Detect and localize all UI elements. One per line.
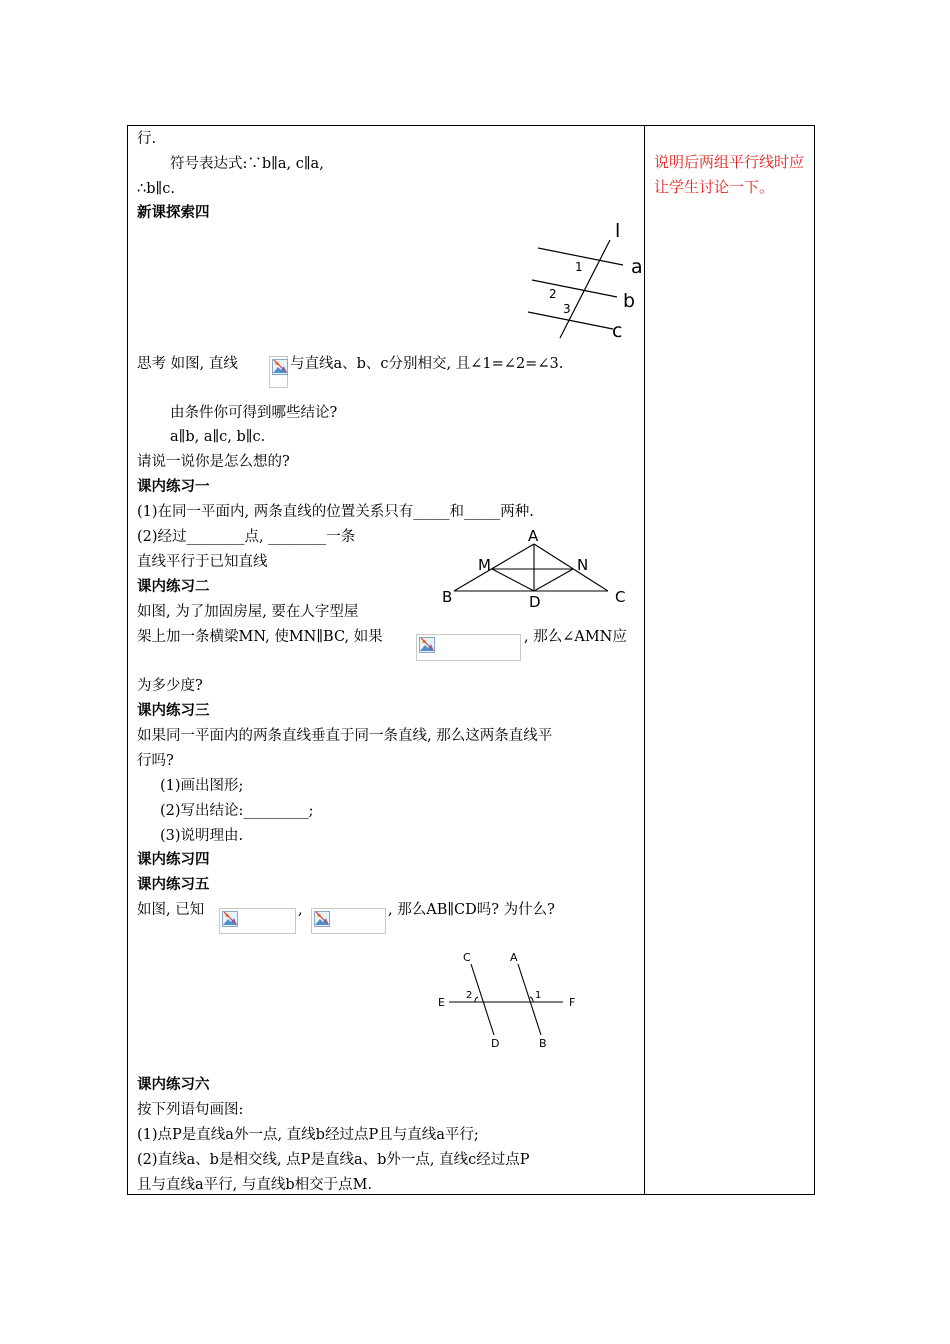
text-line: 行. bbox=[137, 131, 157, 147]
angle-2-label: 2 bbox=[549, 287, 557, 301]
exercise-text: (3)说明理由. bbox=[160, 828, 244, 844]
broken-image-icon bbox=[222, 911, 238, 927]
label-D: D bbox=[491, 1037, 500, 1050]
heading-explore-4: 新课探索四 bbox=[137, 205, 210, 221]
exercise-text: 且与直线a平行, 与直线b相交于点M. bbox=[137, 1177, 373, 1193]
angle-1-label: 1 bbox=[575, 260, 583, 274]
exercise-text: 为多少度? bbox=[137, 678, 203, 694]
exercise-text: 如图, 为了加固房屋, 要在人字型屋 bbox=[137, 604, 359, 620]
label-A: A bbox=[510, 951, 518, 964]
label-D: D bbox=[529, 593, 541, 610]
teacher-note: 说明后两组平行线时应让学生讨论一下。 bbox=[654, 153, 805, 196]
exercise-text: , 那么AB∥CD吗? 为什么? bbox=[388, 902, 555, 918]
line-ND bbox=[534, 569, 573, 591]
line-MD bbox=[492, 569, 534, 591]
line-AC bbox=[534, 544, 608, 591]
label-B: B bbox=[539, 1037, 547, 1050]
label-A: A bbox=[528, 527, 539, 545]
symbol-expression: 符号表达式:∵b∥a, c∥a, bbox=[170, 156, 324, 172]
exercise-text: (1)在同一平面内, 两条直线的位置关系只有_____和_____两种. bbox=[137, 504, 534, 520]
answer-line: a∥b, a∥c, b∥c. bbox=[170, 429, 266, 445]
think-text-b: 与直线a、b、c分别相交, 且∠1=∠2=∠3. bbox=[290, 356, 564, 372]
line-CD bbox=[471, 964, 494, 1035]
angle-2-label: 2 bbox=[466, 990, 473, 1001]
exercise-text: 如果同一平面内的两条直线垂直于同一条直线, 那么这两条直线平 bbox=[137, 728, 553, 744]
heading-exercise-4: 课内练习四 bbox=[137, 852, 210, 868]
broken-image-icon bbox=[419, 637, 435, 653]
label-E: E bbox=[438, 996, 445, 1009]
exercise-text: , bbox=[298, 902, 303, 918]
exercise-text: (1)点P是直线a外一点, 直线b经过点P且与直线a平行; bbox=[137, 1127, 479, 1143]
inline-image-placeholder bbox=[269, 356, 288, 388]
label-a: a bbox=[631, 256, 643, 278]
think-text-a: 思考 如图, 直线 bbox=[137, 356, 238, 372]
angle-2-arc bbox=[475, 997, 478, 1002]
heading-exercise-6: 课内练习六 bbox=[137, 1077, 210, 1093]
exercise-text: 按下列语句画图: bbox=[137, 1102, 244, 1118]
heading-exercise-5: 课内练习五 bbox=[137, 877, 210, 893]
exercise-text: 如图, 已知 bbox=[137, 902, 205, 918]
inline-image-placeholder bbox=[219, 908, 296, 934]
line-BA bbox=[454, 544, 534, 591]
label-b: b bbox=[623, 290, 636, 312]
label-B: B bbox=[442, 588, 453, 606]
angle-3-label: 3 bbox=[563, 302, 571, 316]
exercise-text: (2)直线a、b是相交线, 点P是直线a、b外一点, 直线c经过点P bbox=[137, 1152, 530, 1168]
exercise-text: (2)写出结论:_________; bbox=[160, 803, 314, 819]
transversal-figure bbox=[435, 945, 585, 1055]
question-line: 请说一说你是怎么想的? bbox=[137, 454, 290, 470]
inline-image-placeholder bbox=[311, 908, 386, 934]
label-c: c bbox=[612, 320, 623, 342]
inline-image-placeholder bbox=[416, 634, 521, 661]
broken-image-icon bbox=[314, 911, 330, 927]
label-N: N bbox=[577, 556, 589, 574]
exercise-text: (2)经过________点, ________一条 bbox=[137, 529, 356, 545]
heading-exercise-2: 课内练习二 bbox=[137, 579, 210, 595]
angle-1-label: 1 bbox=[535, 990, 542, 1001]
line-b bbox=[532, 280, 617, 297]
label-l: l bbox=[615, 220, 621, 242]
heading-exercise-1: 课内练习一 bbox=[137, 479, 210, 495]
label-C: C bbox=[615, 588, 626, 606]
parallel-lines-figure bbox=[525, 220, 650, 345]
exercise-text: , 那么∠AMN应 bbox=[524, 629, 627, 645]
exercise-text: 直线平行于已知直线 bbox=[137, 554, 268, 570]
exercise-text: 架上加一条横梁MN, 使MN∥BC, 如果 bbox=[137, 629, 383, 645]
question-line: 由条件你可得到哪些结论? bbox=[170, 405, 338, 421]
exercise-text: (1)画出图形; bbox=[160, 778, 244, 794]
exercise-text: 行吗? bbox=[137, 753, 174, 769]
conclusion-line: ∴b∥c. bbox=[137, 181, 175, 197]
roof-truss-figure bbox=[438, 525, 638, 610]
heading-exercise-3: 课内练习三 bbox=[137, 703, 210, 719]
label-M: M bbox=[478, 556, 491, 574]
label-C: C bbox=[463, 951, 471, 964]
label-F: F bbox=[569, 996, 576, 1009]
broken-image-icon bbox=[272, 359, 288, 375]
